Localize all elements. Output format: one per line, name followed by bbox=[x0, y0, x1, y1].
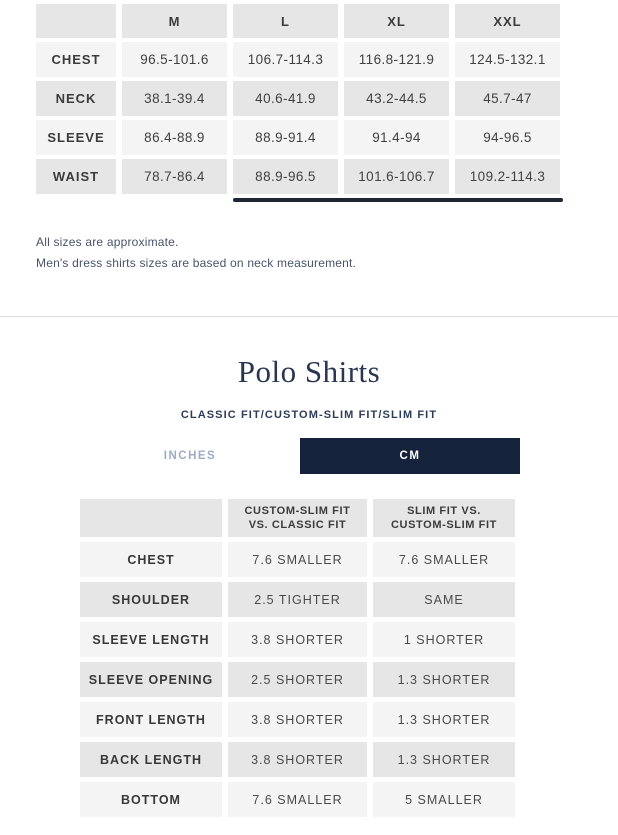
table-row bbox=[80, 702, 515, 737]
size-guide-notes bbox=[36, 232, 356, 274]
size-column-header-xl: XL bbox=[344, 4, 449, 38]
fit-subtitle: CLASSIC FIT/CUSTOM-SLIM FIT/SLIM FIT bbox=[180, 409, 438, 421]
cm-tab[interactable]: CM bbox=[300, 438, 520, 474]
row-label-bottom: BOTTOM bbox=[80, 782, 222, 817]
column-header-slim-vs-custom-slim: SLIM FIT VS. CUSTOM-SLIM FIT bbox=[373, 499, 515, 537]
table-row bbox=[80, 542, 515, 577]
cell-value: 88.9-96.5 bbox=[233, 159, 338, 194]
table-row bbox=[80, 782, 515, 817]
cell-value: 124.5-132.1 bbox=[455, 42, 560, 77]
size-column-header-l: L bbox=[233, 4, 338, 38]
row-label-back-length: BACK LENGTH bbox=[80, 742, 222, 777]
unit-toggle bbox=[80, 438, 520, 474]
cell-value: SAME bbox=[373, 582, 515, 617]
row-label-chest: CHEST bbox=[36, 42, 116, 77]
size-measurement-table bbox=[30, 0, 566, 198]
cell-value: 1.3 SHORTER bbox=[373, 742, 515, 777]
table-row bbox=[80, 622, 515, 657]
row-label-front-length: FRONT LENGTH bbox=[80, 702, 222, 737]
table-row bbox=[36, 42, 560, 77]
note-neck-measurement: Men's dress shirts sizes are based on neck measurement. bbox=[36, 256, 357, 270]
row-label-chest: CHEST bbox=[80, 542, 222, 577]
cell-value: 1 SHORTER bbox=[373, 622, 515, 657]
cell-value: 3.8 SHORTER bbox=[228, 622, 367, 657]
row-label-sleeve: SLEEVE bbox=[36, 120, 116, 155]
fit-comparison-table bbox=[74, 494, 521, 822]
cell-value: 88.9-91.4 bbox=[233, 120, 338, 155]
cell-value: 7.6 SMALLER bbox=[373, 542, 515, 577]
row-label-sleeve-length: SLEEVE LENGTH bbox=[80, 622, 222, 657]
cell-value: 38.1-39.4 bbox=[122, 81, 227, 116]
cell-value: 43.2-44.5 bbox=[344, 81, 449, 116]
table-row bbox=[36, 159, 560, 194]
section-divider bbox=[0, 316, 618, 317]
table-horizontal-scrollbar-thumb[interactable] bbox=[233, 198, 563, 202]
table-row bbox=[80, 662, 515, 697]
row-label-shoulder: SHOULDER bbox=[80, 582, 222, 617]
table-row bbox=[80, 742, 515, 777]
page-title: Polo Shirts bbox=[237, 354, 381, 389]
table-row bbox=[80, 582, 515, 617]
cell-value: 1.3 SHORTER bbox=[373, 662, 515, 697]
cell-value: 91.4-94 bbox=[344, 120, 449, 155]
cell-value: 101.6-106.7 bbox=[344, 159, 449, 194]
cell-value: 78.7-86.4 bbox=[122, 159, 227, 194]
cell-value: 96.5-101.6 bbox=[122, 42, 227, 77]
cell-value: 3.8 SHORTER bbox=[228, 742, 367, 777]
cell-value: 40.6-41.9 bbox=[233, 81, 338, 116]
cell-value: 2.5 TIGHTER bbox=[228, 582, 367, 617]
size-table-header-row bbox=[36, 4, 560, 38]
row-label-sleeve-opening: SLEEVE OPENING bbox=[80, 662, 222, 697]
cell-value: 7.6 SMALLER bbox=[228, 782, 367, 817]
table-row bbox=[36, 120, 560, 155]
cell-value: 45.7-47 bbox=[455, 81, 560, 116]
comparison-corner-cell bbox=[80, 499, 222, 537]
row-label-waist: WAIST bbox=[36, 159, 116, 194]
column-header-custom-slim-vs-classic: CUSTOM-SLIM FIT VS. CLASSIC FIT bbox=[228, 499, 367, 537]
comparison-header-row bbox=[80, 499, 515, 537]
cell-value: 5 SMALLER bbox=[373, 782, 515, 817]
cell-value: 1.3 SHORTER bbox=[373, 702, 515, 737]
cell-value: 94-96.5 bbox=[455, 120, 560, 155]
cell-value: 7.6 SMALLER bbox=[228, 542, 367, 577]
cell-value: 116.8-121.9 bbox=[344, 42, 449, 77]
size-column-header-xxl: XXL bbox=[455, 4, 560, 38]
cell-value: 86.4-88.9 bbox=[122, 120, 227, 155]
note-approximate: All sizes are approximate. bbox=[36, 235, 179, 249]
size-table-corner-cell bbox=[36, 4, 116, 38]
row-label-neck: NECK bbox=[36, 81, 116, 116]
inches-tab[interactable]: INCHES bbox=[80, 438, 300, 474]
cell-value: 109.2-114.3 bbox=[455, 159, 560, 194]
size-column-header-m: M bbox=[122, 4, 227, 38]
cell-value: 3.8 SHORTER bbox=[228, 702, 367, 737]
table-row bbox=[36, 81, 560, 116]
cell-value: 2.5 SHORTER bbox=[228, 662, 367, 697]
cell-value: 106.7-114.3 bbox=[233, 42, 338, 77]
